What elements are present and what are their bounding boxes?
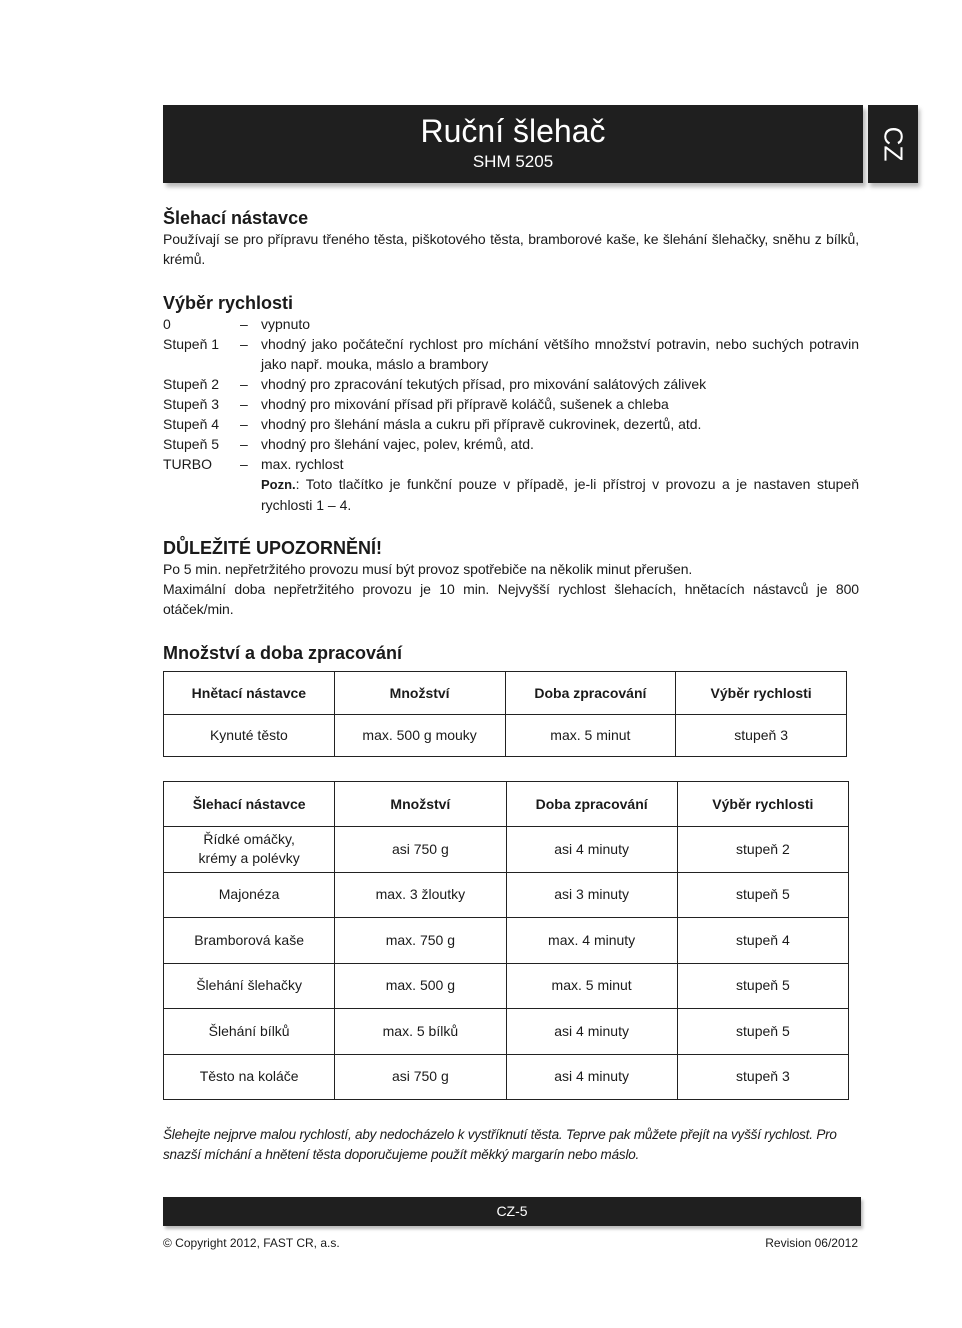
table-cell: asi 4 minuty <box>506 827 677 873</box>
language-code: CZ <box>878 126 909 162</box>
speed-label: Stupeň 5 <box>163 436 220 452</box>
dash: – <box>240 316 248 332</box>
section-heading: Šlehací nástavce <box>163 208 309 228</box>
table-cell: asi 750 g <box>335 1054 506 1100</box>
column-header: Doba zpracování <box>506 782 677 827</box>
speed-description: vhodný pro zpracování tekutých přísad, pro mixování salátových zálivek <box>261 376 707 392</box>
table-cell: stupeň 5 <box>677 872 848 918</box>
dash: – <box>240 456 248 472</box>
table-cell: stupeň 2 <box>677 827 848 873</box>
speed-list <box>163 314 859 474</box>
revision: Revision 06/2012 <box>765 1236 858 1250</box>
table-cell: Šlehání šlehačky <box>164 963 335 1009</box>
speed-description: vypnuto <box>261 316 311 332</box>
speed-label: Stupeň 1 <box>163 336 220 352</box>
table-row <box>164 963 849 1009</box>
note-text: : Toto tlačítko je funkční pouze v případě, je-li přístroj v provozu a je nastaven stupeň rychlosti 1 – 4. <box>261 476 859 513</box>
section-heading: DŮLEŽITÉ UPOZORNĚNÍ! <box>163 538 382 558</box>
table-row <box>164 827 849 873</box>
speed-description: vhodný pro šlehání vajec, polev, krémů, atd. <box>261 436 534 452</box>
kneading-table <box>163 671 847 757</box>
table-cell: max. 5 minut <box>506 963 677 1009</box>
table-cell: asi 750 g <box>335 827 506 873</box>
speed-note <box>261 474 859 515</box>
dash: – <box>240 336 248 352</box>
section-quantities <box>163 642 859 664</box>
table-row <box>164 715 847 757</box>
table-cell: Těsto na koláče <box>164 1054 335 1100</box>
speed-label: Stupeň 3 <box>163 396 220 412</box>
table-cell: Kynuté těsto <box>164 715 335 757</box>
column-header: Množství <box>334 672 505 715</box>
model-number: SHM 5205 <box>472 152 554 171</box>
section-whisks <box>163 207 859 269</box>
table-cell: stupeň 3 <box>676 715 847 757</box>
table-cell: Šlehání bílků <box>164 1009 335 1055</box>
whisk-table <box>163 781 849 1100</box>
column-header: Hnětací nástavce <box>164 672 335 715</box>
section-speed <box>163 292 859 515</box>
section-text: Používají se pro přípravu třeného těsta, piškotového těsta, bramborové kaše, ke šlehání šlehačky, sněhu z bílků, krémů. <box>163 231 859 267</box>
table-cell: max. 5 bílků <box>335 1009 506 1055</box>
warning-text-2: Maximální doba nepřetržitého provozu je 10 min. Nejvyšší rychlost šlehacích, hnětacích nástavců je 800 otáček/min. <box>163 581 859 617</box>
table-cell: stupeň 3 <box>677 1054 848 1100</box>
column-header: Doba zpracování <box>505 672 676 715</box>
table-cell: max. 3 žloutky <box>335 872 506 918</box>
dash: – <box>240 376 248 392</box>
table-cell: max. 500 g <box>335 963 506 1009</box>
column-header: Výběr rychlosti <box>676 672 847 715</box>
table-cell: max. 750 g <box>335 918 506 964</box>
table-row <box>164 1009 849 1055</box>
table-cell: stupeň 5 <box>677 963 848 1009</box>
table-row <box>164 872 849 918</box>
table-header-row <box>164 672 847 715</box>
table-cell: Majonéza <box>164 872 335 918</box>
dash: – <box>240 436 248 452</box>
column-header: Šlehací nástavce <box>164 782 335 827</box>
speed-description: vhodný pro mixování přísad při přípravě koláčů, sušenek a chleba <box>261 396 669 412</box>
table-cell: asi 3 minuty <box>506 872 677 918</box>
table-cell: max. 4 minuty <box>506 918 677 964</box>
table-cell: asi 4 minuty <box>506 1009 677 1055</box>
table-cell: stupeň 5 <box>677 1009 848 1055</box>
speed-description: vhodný jako počáteční rychlost pro míchání většího množství potravin, nebo suchých potravin jako např. mouka, máslo a brambory <box>261 336 859 372</box>
table-cell: max. 5 minut <box>505 715 676 757</box>
copyright: © Copyright 2012, FAST CR, a.s. <box>163 1236 340 1250</box>
table-row <box>164 918 849 964</box>
table-row <box>164 1054 849 1100</box>
speed-label: Stupeň 2 <box>163 376 220 392</box>
speed-description: max. rychlost <box>261 456 344 472</box>
column-header: Výběr rychlosti <box>677 782 848 827</box>
usage-note: Šlehejte nejprve malou rychlostí, aby nedocházelo k vystříknutí těsta. Teprve pak můžete přejít na vyšší rychlost. Pro snazší míchání a hnětení těsta doporučujeme použít měkký margarín nebo máslo. <box>163 1127 837 1162</box>
table-header-row <box>164 782 849 827</box>
speed-label: 0 <box>163 316 171 332</box>
page-number: CZ-5 <box>163 1197 861 1226</box>
warning-text-1: Po 5 min. nepřetržitého provozu musí být provoz spotřebiče na několik minut přerušen. <box>163 561 693 577</box>
language-tab <box>868 105 918 183</box>
speed-label: Stupeň 4 <box>163 416 220 432</box>
column-header: Množství <box>335 782 506 827</box>
table-cell: Řídké omáčky, krémy a polévky <box>164 827 335 873</box>
table-cell: Bramborová kaše <box>164 918 335 964</box>
section-heading: Výběr rychlosti <box>163 293 294 313</box>
speed-description: vhodný pro šlehání másla a cukru při přípravě cukrovinek, dezertů, atd. <box>261 416 702 432</box>
speed-label: TURBO <box>163 456 212 472</box>
note-label: Pozn. <box>261 477 296 492</box>
table-cell: asi 4 minuty <box>506 1054 677 1100</box>
title-banner <box>163 105 863 183</box>
table-cell: stupeň 4 <box>677 918 848 964</box>
page-title: Ruční šlehač <box>420 113 606 149</box>
section-heading: Množství a doba zpracování <box>163 643 403 663</box>
dash: – <box>240 396 248 412</box>
section-warning <box>163 537 859 619</box>
dash: – <box>240 416 248 432</box>
table-cell: max. 500 g mouky <box>334 715 505 757</box>
